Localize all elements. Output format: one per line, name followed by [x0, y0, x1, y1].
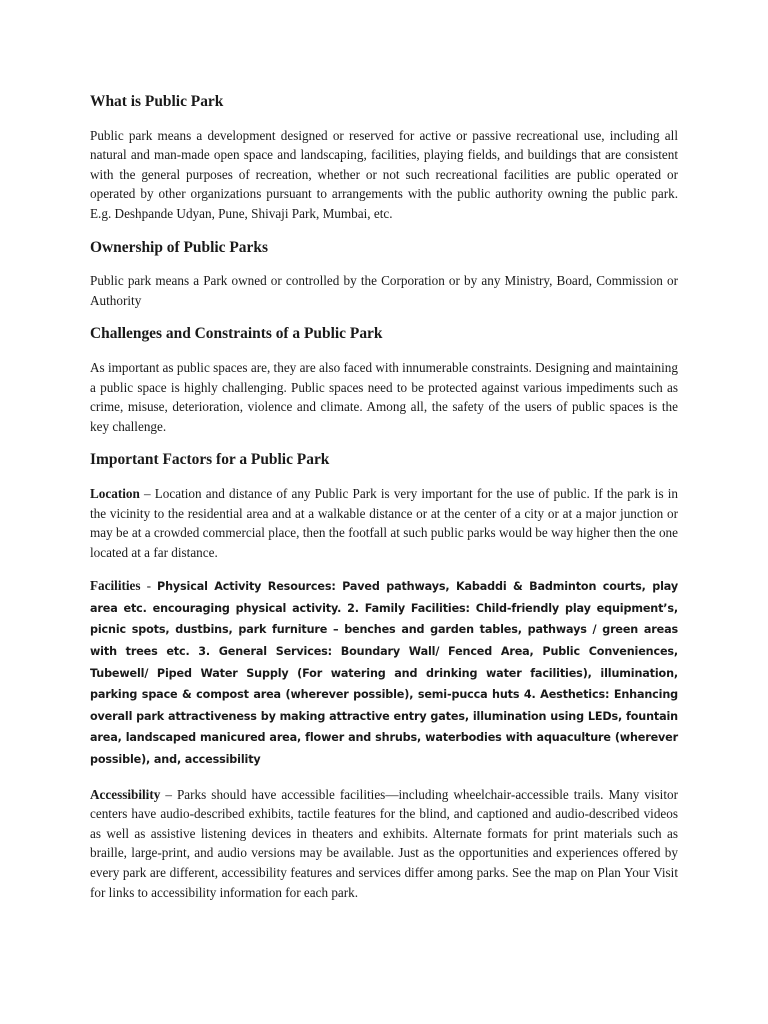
paragraph-facilities — [90, 576, 678, 770]
paragraph-challenges: As important as public spaces are, they are also faced with innumerable constraints. Designing and maintaining a public space is highly challenging. Public spaces need to be protected against various impediments such as crime, misuse, deterioration, violence and climate. Among all, the safety of the users of public spaces is the key challenge. — [90, 359, 678, 434]
accessibility-label: Accessibility — [90, 786, 161, 802]
heading-important-factors: Important Factors for a Public Park — [90, 451, 330, 469]
paragraph-location — [90, 484, 678, 562]
paragraph-accessibility — [90, 785, 678, 903]
paragraph-ownership: Public park means a Park owned or controlled by the Corporation or by any Ministry, Board, Commission or Authority — [90, 273, 678, 308]
paragraph-what-is-public-park: Public park means a development designed or reserved for active or passive recreational use, including all natural and man-made open space and landscaping, facilities, playing fields, and buildings that are consistent with the general purposes of recreation, whether or not such recreational facilities are public operated or operated by other organizations pursuant to arrangements with the public authority owning the public park. E.g. Deshpande Udyan, Pune, Shivaji Park, Mumbai, etc. — [90, 127, 678, 221]
facilities-dash: - — [140, 578, 158, 594]
location-label: Location — [90, 485, 140, 501]
facilities-label: Facilities — [90, 578, 141, 594]
heading-challenges: Challenges and Constraints of a Public Park — [90, 325, 383, 343]
heading-ownership: Ownership of Public Parks — [90, 238, 268, 256]
accessibility-text: – Parks should have accessible facilities—including wheelchair-accessible trails. Many visitor centers have audio-described exhibits, tactile features for the blind, and captioned and audio-described videos as well as assistive listening devices in theaters and exhibits. Alternate formats for print materials such as braille, large-print, and audio versions may be available. Just as the opportunities and experiences offered by every park are different, accessibility features and services differ among parks. See the map on Plan Your Visit for links to accessibility information for each park. — [90, 786, 678, 900]
location-text: – Location and distance of any Public Park is very important for the use of public. If the park is in the vicinity to the residential area and at a walkable distance or at the center of a city or at a major junction or may be at a crowded commercial place, then the footfall at such public parks would be way higher then the one located at a far distance. — [90, 485, 678, 560]
facilities-text: Physical Activity Resources: Paved pathways, Kabaddi & Badminton courts, play area etc. encouraging physical activity. 2. Family Facilities: Child-friendly play equipment’s, picnic spots, dustbins, park furniture – benches and garden tables, pathways / green areas with trees etc. 3. General Services: Boundary Wall/ Fenced Area, Public Conveniences, Tubewell/ Piped Water Supply (For watering and drinking water facilities), illumination, parking space & compost area (wherever possible), semi-pucca huts 4. Aesthetics: Enhancing overall park attractiveness by making attractive entry gates, illumination using LEDs, fountain area, landscaped manicured area, flower and shrubs, waterbodies with aquaculture (wherever possible), and, accessibility — [90, 580, 678, 767]
heading-what-is-public-park: What is Public Park — [90, 93, 224, 110]
